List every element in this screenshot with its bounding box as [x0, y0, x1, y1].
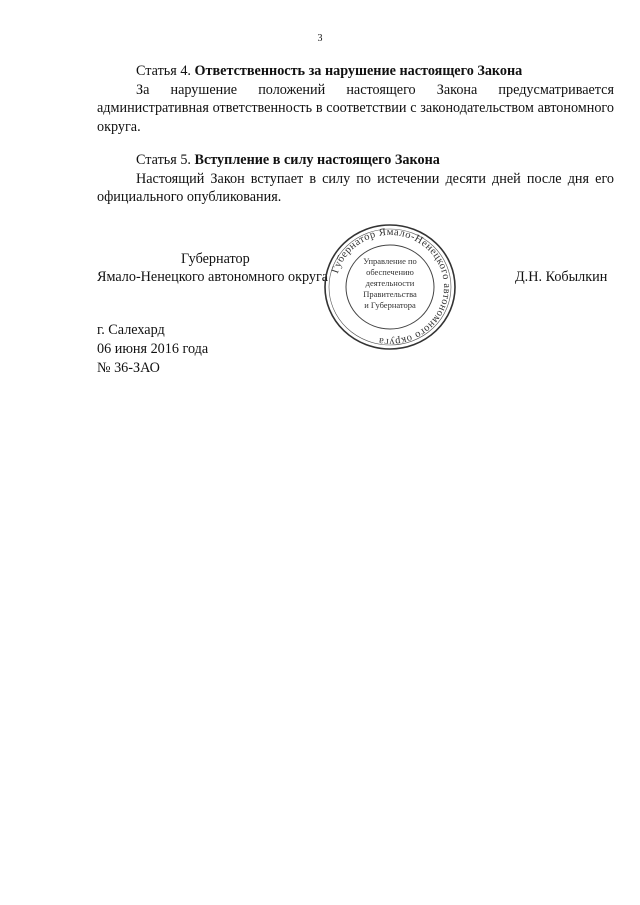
signatory-region: Ямало-Ненецкого автономного округа [97, 269, 329, 285]
seal-center-line: Управление по [363, 256, 417, 266]
article-4-heading [97, 62, 614, 81]
article-4-text: За нарушение положений настоящего Закона предусматривается административная ответственность в соответствии с законодательством автономного округа. [97, 81, 614, 135]
seal-ring-text: Губернатор Ямало-Ненецкого автономного округа [330, 226, 453, 348]
article-5 [97, 151, 614, 207]
seal-center-line: и Губернатора [364, 300, 416, 310]
article-4-label: Статья 4. [136, 63, 191, 79]
article-5-heading [97, 151, 614, 170]
seal-center-text [363, 256, 417, 310]
article-5-text: Настоящий Закон вступает в силу по истечении десяти дней после дня его официального опубликования. [97, 170, 614, 205]
seal-center-line: обеспечению [366, 267, 414, 277]
page-number: 3 [317, 33, 323, 44]
article-4 [97, 62, 614, 136]
article-5-title: Вступление в силу настоящего Закона [194, 152, 440, 168]
seal-center-line: деятельности [365, 278, 415, 288]
signatory-title: Губернатор [181, 251, 250, 267]
official-seal [320, 220, 460, 355]
signing-details [97, 321, 208, 378]
seal-center-line: Правительства [363, 289, 417, 299]
signing-place: г. Салехард [97, 322, 165, 338]
law-number: № 36-ЗАО [97, 360, 160, 376]
signing-date: 06 июня 2016 года [97, 341, 209, 357]
article-4-title: Ответственность за нарушение настоящего Закона [194, 63, 523, 79]
article-5-label: Статья 5. [136, 152, 191, 168]
signatory-name: Д.Н. Кобылкин [515, 269, 608, 285]
